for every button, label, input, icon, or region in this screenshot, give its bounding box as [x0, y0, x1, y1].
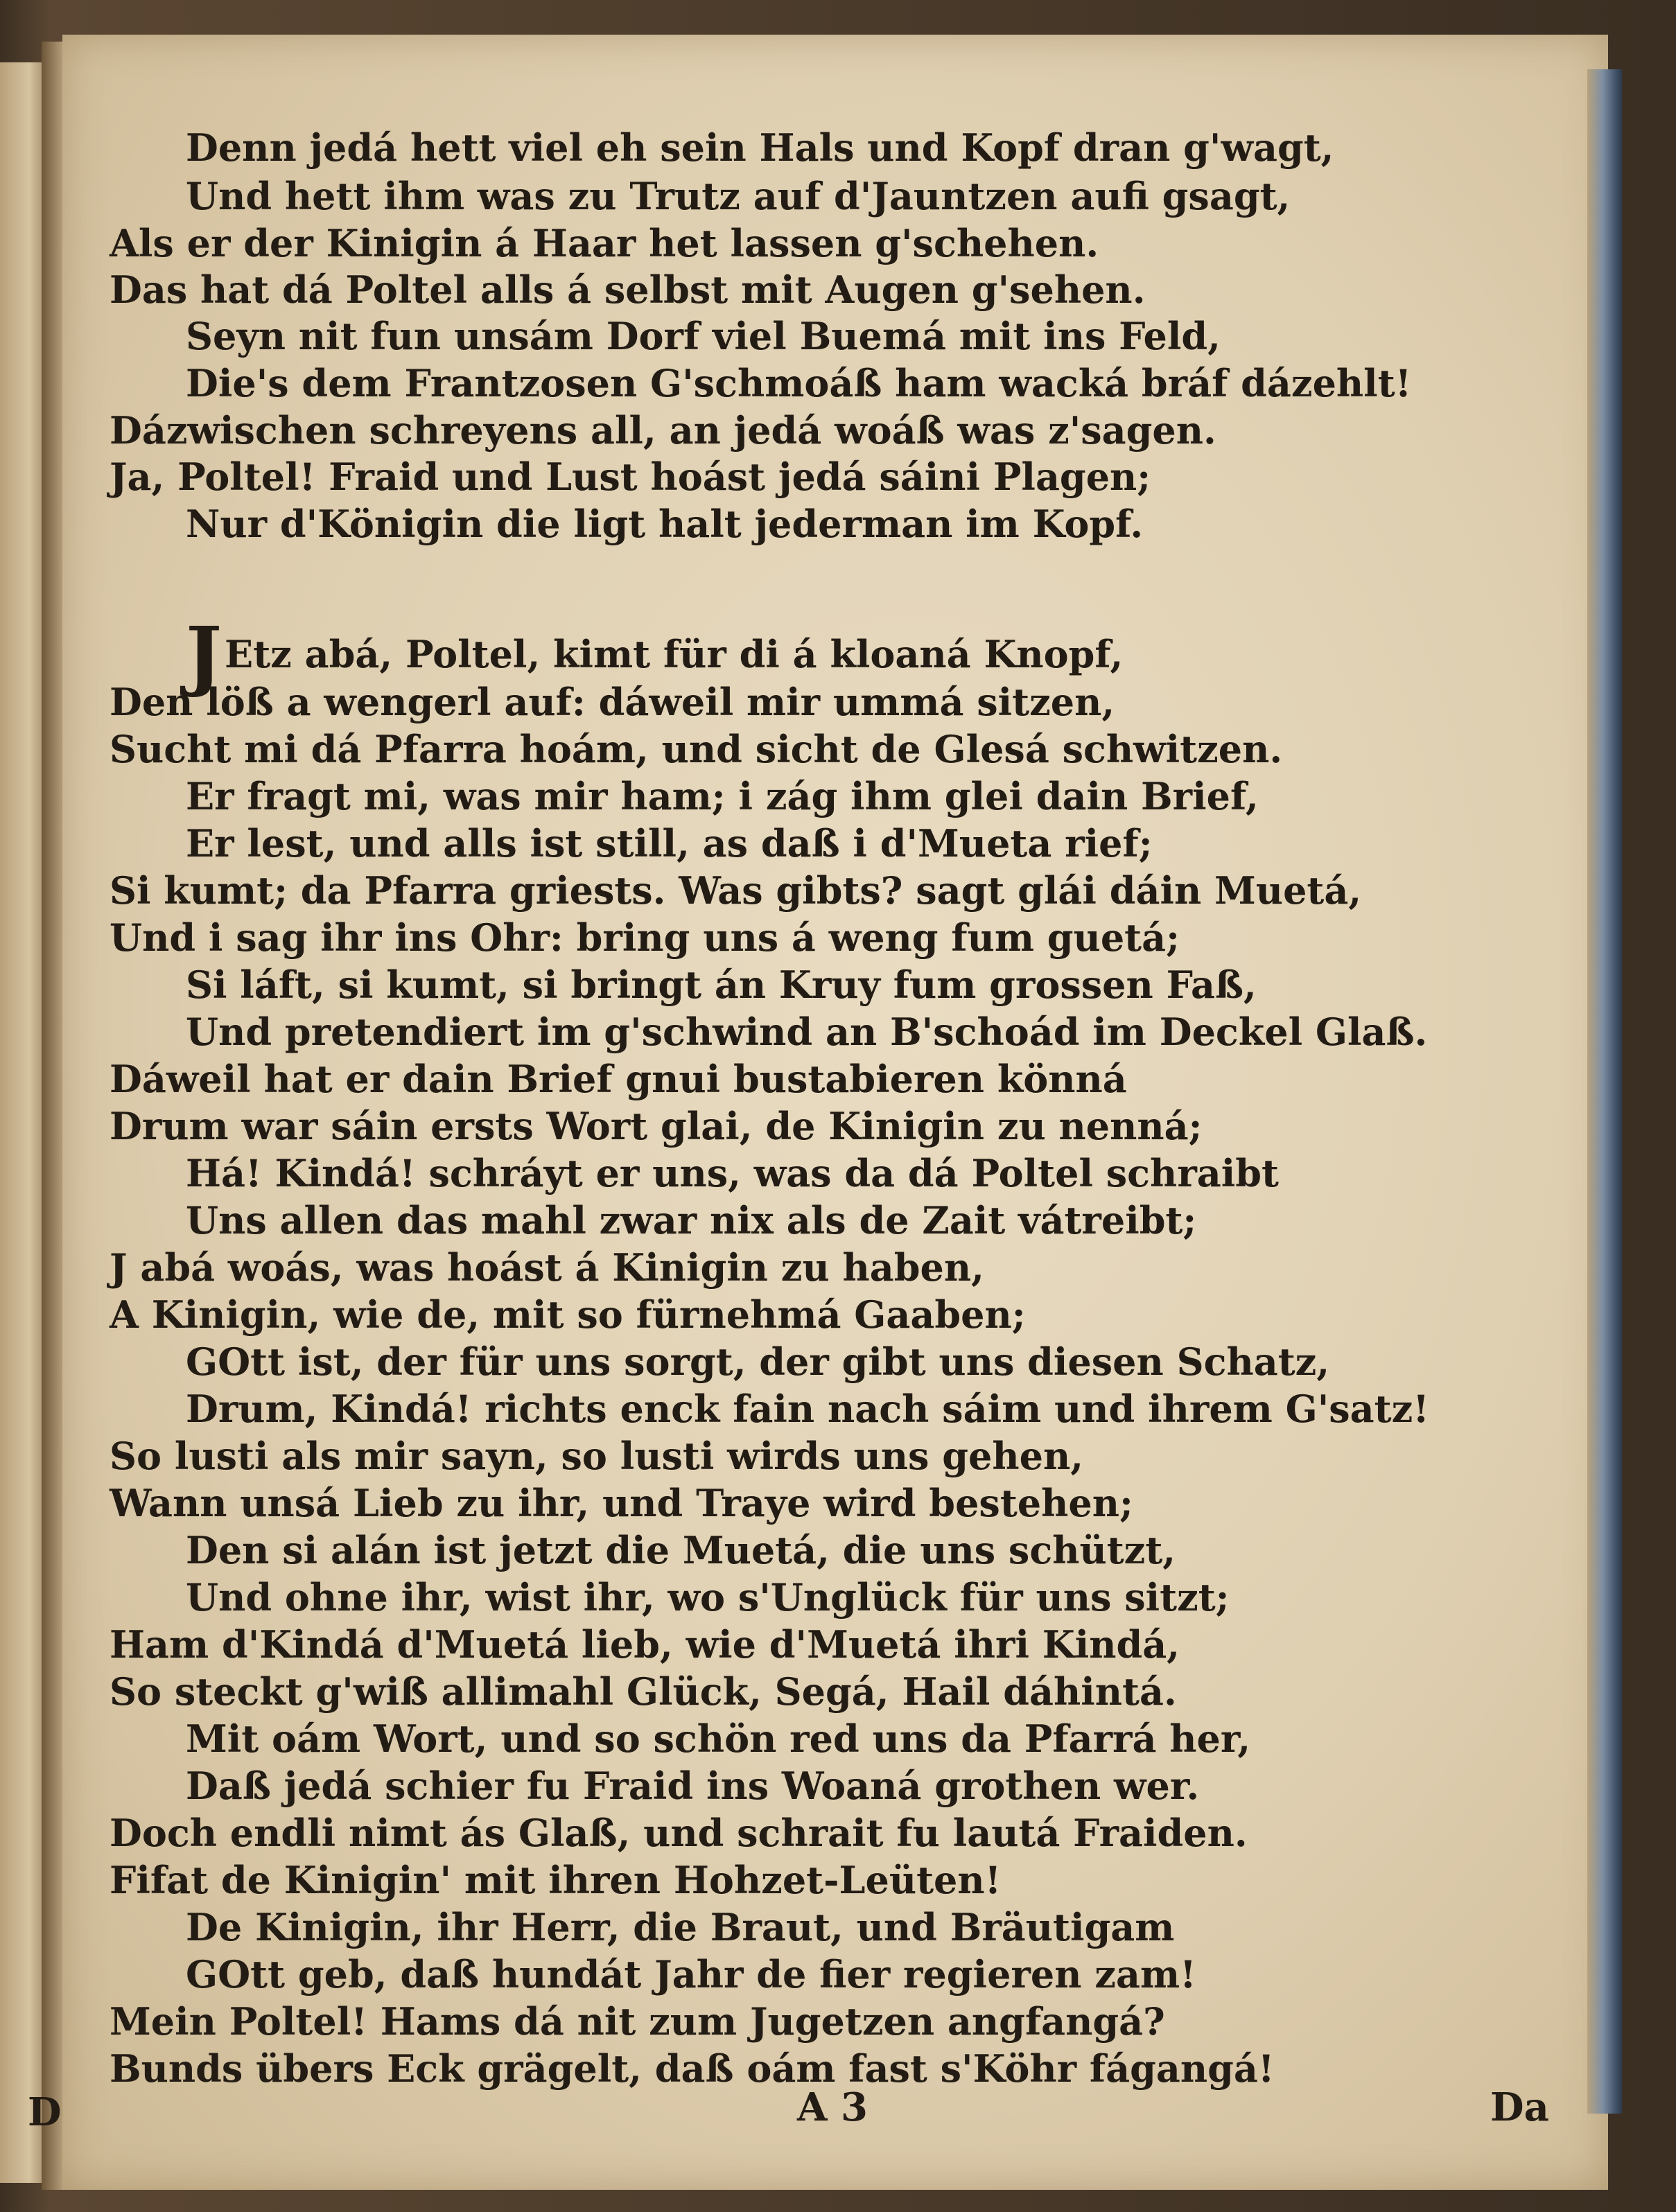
- verse-line-with-initial: [186, 610, 1124, 699]
- verse-line: Bunds übers Eck grägelt, daß oám fast s'Köhr fágangá!: [110, 2046, 1275, 2091]
- catchword: Da: [1490, 2084, 1549, 2130]
- verse-line: Er fragt mi, was mir ham; i zág ihm glei dain Brief,: [186, 774, 1259, 818]
- verse-line: Nur d'Königin die ligt halt jederman im Kopf.: [186, 502, 1144, 546]
- verse-line: Ja, Poltel! Fraid und Lust hoást jedá sáini Plagen;: [110, 455, 1151, 499]
- verse-line: So steckt g'wiß allimahl Glück, Segá, Hail dáhintá.: [110, 1669, 1177, 1714]
- verse-line: Ham d'Kindá d'Muetá lieb, wie d'Muetá ihri Kindá,: [110, 1622, 1180, 1667]
- verse-line: GOtt ist, der für uns sorgt, der gibt uns diesen Schatz,: [186, 1340, 1330, 1384]
- verse-line: Mein Poltel! Hams dá nit zum Jugetzen angfangá?: [110, 1999, 1165, 2044]
- verse-line: Dáweil hat er dain Brief gnui bustabieren könná: [110, 1057, 1127, 1101]
- signature-mark: A 3: [797, 2084, 868, 2130]
- verse-line: Seyn nit fun unsám Dorf viel Buemá mit ins Feld,: [186, 314, 1221, 358]
- verse-line: Als er der Kinigin á Haar het lassen g'schehen.: [110, 221, 1099, 265]
- verse-line: Dázwischen schreyens all, an jedá woáß was z'sagen.: [110, 408, 1216, 453]
- verse-line: Die's dem Frantzosen G'schmoáß ham wacká bráf dázehlt!: [186, 361, 1412, 405]
- verse-line: Daß jedá schier fu Fraid ins Woaná grothen wer.: [186, 1764, 1200, 1808]
- verse-line: GOtt geb, daß hundát Jahr de fier regieren zam!: [186, 1952, 1196, 1996]
- verse-line: Fifat de Kinigin' mit ihren Hohzet-Leüten!: [110, 1858, 1002, 1902]
- facing-page-catchword: D: [28, 2089, 62, 2135]
- verse-line: Doch endli nimt ás Glaß, und schrait fu lautá Fraiden.: [110, 1811, 1248, 1855]
- verse-line: Mit oám Wort, und so schön red uns da Pfarrá her,: [186, 1717, 1251, 1761]
- verse-line: Há! Kindá! schráyt er uns, was da dá Poltel schraibt: [186, 1151, 1279, 1195]
- verse-line: Si kumt; da Pfarra griests. Was gibts? sagt glái dáin Muetá,: [110, 868, 1362, 913]
- verse-line: Wann unsá Lieb zu ihr, und Traye wird bestehen;: [110, 1481, 1133, 1525]
- verse-line: Und ohne ihr, wist ihr, wo s'Unglück für uns sitzt;: [186, 1575, 1230, 1620]
- verse-line: Drum war sáin ersts Wort glai, de Kinigin zu nenná;: [110, 1104, 1203, 1148]
- verse-line: Das hat dá Poltel alls á selbst mit Augen g'sehen.: [110, 267, 1146, 312]
- verse-line: Und pretendiert im g'schwind an B'schoád im Deckel Glaß.: [186, 1010, 1428, 1054]
- verse-line: Si láft, si kumt, si bringt án Kruy fum grossen Faß,: [186, 963, 1257, 1007]
- verse-line: Etz abá, Poltel, kimt für di á kloaná Knopf,: [225, 632, 1124, 676]
- verse-line: Und hett ihm was zu Trutz auf d'Jauntzen aufi gsagt,: [186, 174, 1291, 218]
- verse-line: Den löß a wengerl auf: dáweil mir ummá sitzen,: [110, 680, 1115, 724]
- verse-line: Er lest, und alls ist still, as daß i d'Mueta rief;: [186, 821, 1153, 866]
- verse-line: A Kinigin, wie de, mit so fürnehmá Gaaben;: [110, 1292, 1026, 1337]
- verse-line: Drum, Kindá! richts enck fain nach sáim und ihrem G'satz!: [186, 1387, 1429, 1431]
- verse-line: De Kinigin, ihr Herr, die Braut, und Bräutigam: [186, 1905, 1175, 1949]
- verse-line: Den si alán ist jetzt die Muetá, die uns schützt,: [186, 1528, 1176, 1572]
- verse-line: Sucht mi dá Pfarra hoám, und sicht de Glesá schwitzen.: [110, 727, 1283, 771]
- verse-line: Uns allen das mahl zwar nix als de Zait vátreibt;: [186, 1198, 1197, 1243]
- verse-line: Denn jedá hett viel eh sein Hals und Kopf dran g'wagt,: [186, 125, 1334, 170]
- verse-line: Und i sag ihr ins Ohr: bring uns á weng fum guetá;: [110, 915, 1180, 960]
- drop-cap-initial: J: [186, 610, 222, 699]
- verse-line: So lusti als mir sayn, so lusti wirds uns gehen,: [110, 1434, 1084, 1478]
- verse-line: J abá woás, was hoást á Kinigin zu haben,: [110, 1245, 984, 1290]
